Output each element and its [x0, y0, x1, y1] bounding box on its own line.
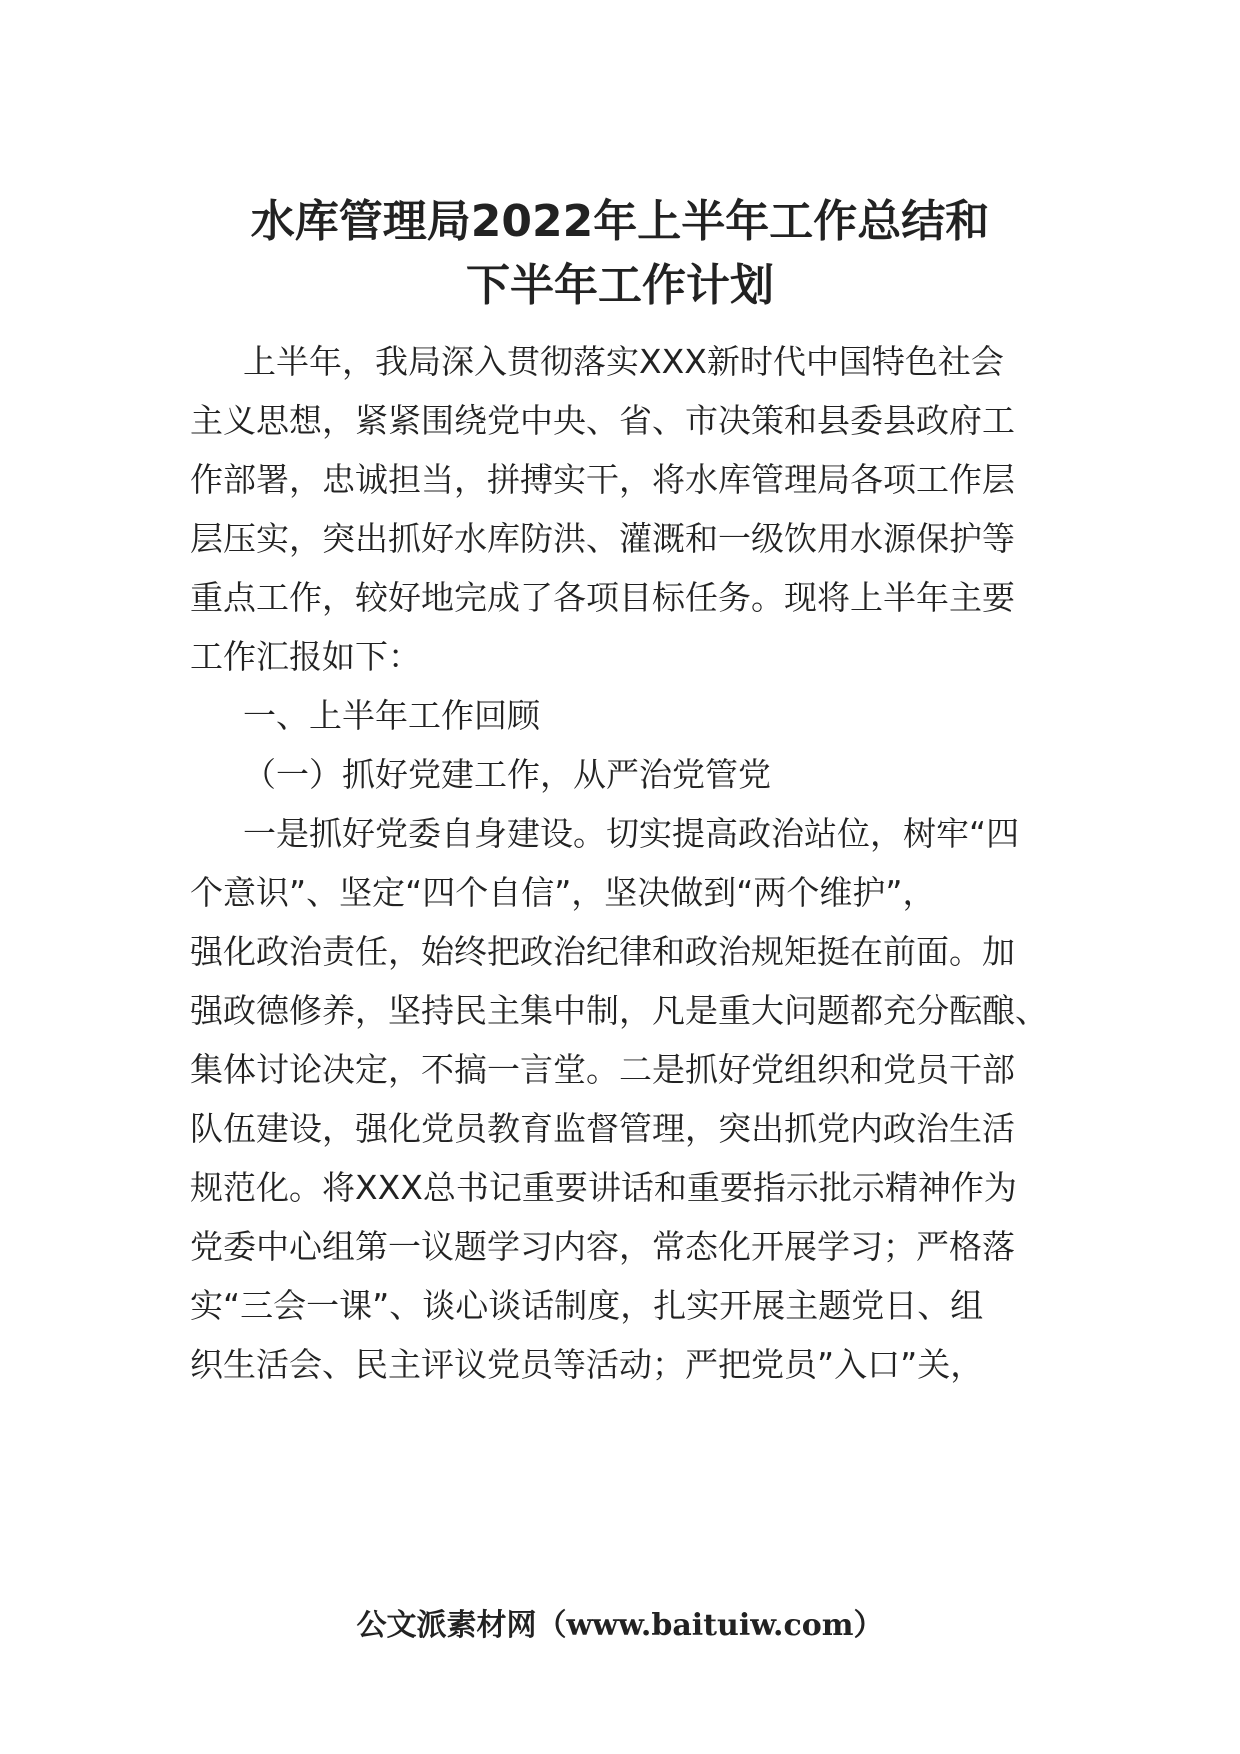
body-line: 集体讨论决定，不搞一言堂。二是抓好党组织和党员干部 [190, 1050, 1015, 1089]
body-line: 强政德修养，坚持民主集中制，凡是重大问题都充分酝酿、 [190, 991, 1048, 1030]
body-line: 规范化。将XXX总书记重要讲话和重要指示批示精神作为 [190, 1168, 1017, 1207]
body-line: 个意识”、坚定“四个自信”，坚决做到“两个维护”， [190, 873, 936, 912]
body-line: 层压实，突出抓好水库防洪、灌溉和一级饮用水源保护等 [190, 519, 1015, 558]
body-line: 工作汇报如下： [190, 637, 421, 676]
document-title-line-1: 水库管理局2022年上半年工作总结和 [250, 196, 990, 247]
body-line: 党委中心组第一议题学习内容，常态化开展学习；严格落 [190, 1227, 1015, 1266]
body-line: 队伍建设，强化党员教育监督管理，突出抓党内政治生活 [190, 1109, 1015, 1148]
section-heading: 一、上半年工作回顾 [243, 696, 540, 735]
document-title-line-2: 下半年工作计划 [466, 260, 774, 311]
body-line: 上半年，我局深入贯彻落实XXX新时代中国特色社会 [243, 342, 1004, 381]
body-line: 强化政治责任，始终把政治纪律和政治规矩挺在前面。加 [190, 932, 1015, 971]
body-line: 织生活会、民主评议党员等活动；严把党员”入口”关， [190, 1345, 984, 1384]
body-line: 一是抓好党委自身建设。切实提高政治站位，树牢“四 [243, 814, 1020, 853]
subsection-heading: （一）抓好党建工作，从严治党管党 [243, 755, 771, 794]
page-footer-source: 公文派素材网（www.baituiw.com） [356, 1608, 884, 1643]
body-line: 主义思想，紧紧围绕党中央、省、市决策和县委县政府工 [190, 401, 1015, 440]
body-line: 重点工作，较好地完成了各项目标任务。现将上半年主要 [190, 578, 1015, 617]
body-line: 作部署，忠诚担当，拼搏实干，将水库管理局各项工作层 [190, 460, 1015, 499]
body-line: 实“三会一课”、谈心谈话制度，扎实开展主题党日、组 [190, 1286, 984, 1325]
